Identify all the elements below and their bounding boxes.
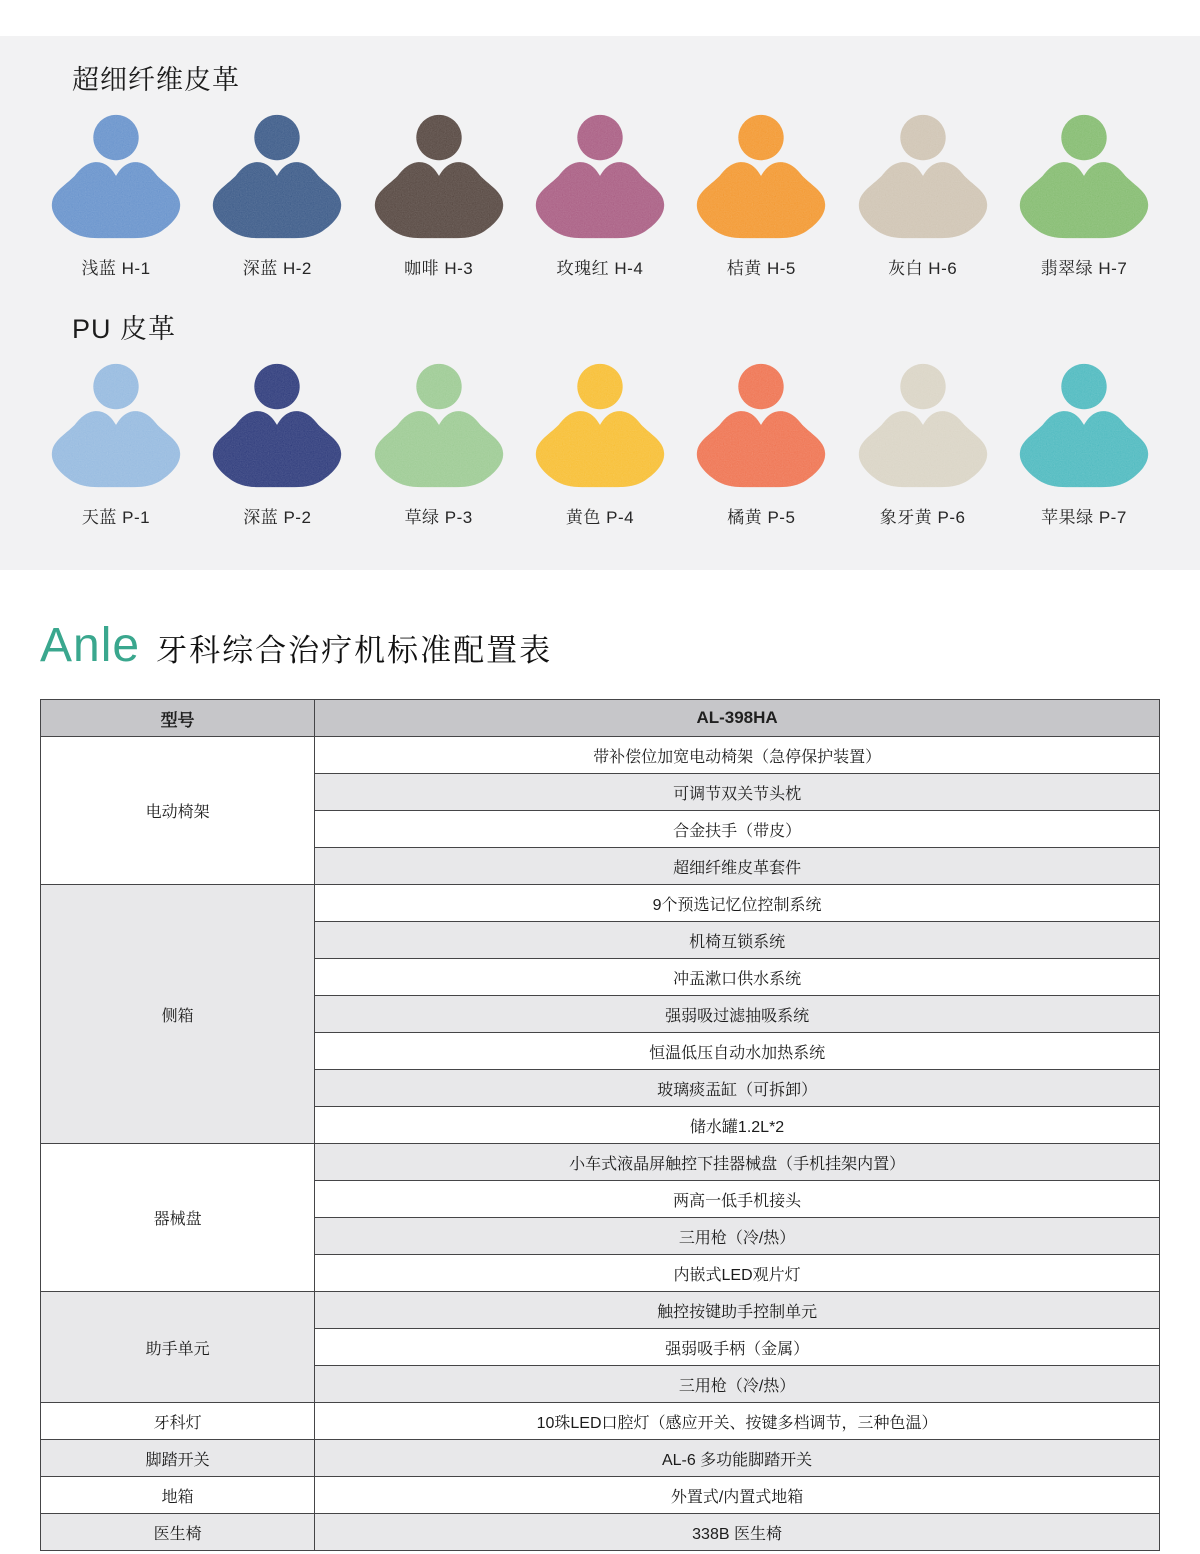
section-title-pu: PU 皮革 [72, 314, 177, 344]
category-cell: 脚踏开关 [41, 1440, 315, 1477]
table-row [41, 737, 1160, 774]
swatch-label: 翡翠绿 H-7 [1040, 259, 1128, 278]
spec-cell: 带补偿位加宽电动椅架（急停保护装置） [315, 737, 1160, 774]
seat-swatch-icon [531, 358, 669, 494]
spec-cell: 小车式液晶屏触控下挂器械盘（手机挂架内置） [315, 1144, 1160, 1181]
swatch-h2 [201, 109, 353, 279]
seat-swatch-icon [208, 358, 346, 494]
table-row [41, 1477, 1160, 1514]
brand-logo: Anle [40, 619, 141, 672]
spec-cell: 内嵌式LED观片灯 [315, 1255, 1160, 1292]
spec-cell: 合金扶手（带皮） [315, 811, 1160, 848]
spec-cell: 9个预选记忆位控制系统 [315, 885, 1160, 922]
table-row [41, 885, 1160, 922]
seat-swatch-icon [692, 109, 830, 245]
spec-cell: 恒温低压自动水加热系统 [315, 1033, 1160, 1070]
swatch-label: 深蓝 P-2 [243, 508, 312, 527]
spec-cell: 玻璃痰盂缸（可拆卸） [315, 1070, 1160, 1107]
swatch-h3 [363, 109, 515, 279]
spec-cell: 机椅互锁系统 [315, 922, 1160, 959]
swatch-h1 [40, 109, 192, 279]
section-title-microfiber: 超细纤维皮革 [72, 65, 240, 95]
swatch-p5 [685, 358, 837, 528]
table-row [41, 1514, 1160, 1551]
spec-cell: 超细纤维皮革套件 [315, 848, 1160, 885]
spec-cell: 触控按键助手控制单元 [315, 1292, 1160, 1329]
swatch-p2 [201, 358, 353, 528]
spec-cell: 三用枪（冷/热） [315, 1218, 1160, 1255]
config-section [0, 618, 1200, 1551]
spec-cell: 外置式/内置式地箱 [315, 1477, 1160, 1514]
table-header-row [41, 700, 1160, 737]
spec-cell: 两高一低手机接头 [315, 1181, 1160, 1218]
spec-cell: 冲盂漱口供水系统 [315, 959, 1160, 996]
swatch-label: 玫瑰红 H-4 [556, 259, 644, 278]
spec-cell: 储水罐1.2L*2 [315, 1107, 1160, 1144]
category-cell: 地箱 [41, 1477, 315, 1514]
seat-swatch-icon [208, 109, 346, 245]
swatch-label: 灰白 H-6 [888, 259, 958, 278]
table-row [41, 1403, 1160, 1440]
category-cell: 牙科灯 [41, 1403, 315, 1440]
swatch-p6 [847, 358, 999, 528]
table-row [41, 1292, 1160, 1329]
table-row [41, 1440, 1160, 1477]
swatch-label: 咖啡 H-3 [404, 259, 474, 278]
swatch-label: 象牙黄 P-6 [879, 508, 966, 527]
swatch-h5 [685, 109, 837, 279]
swatch-h7 [1008, 109, 1160, 279]
table-row [41, 1144, 1160, 1181]
swatch-label: 浅蓝 H-1 [81, 259, 151, 278]
seat-swatch-icon [47, 109, 185, 245]
swatch-p4 [524, 358, 676, 528]
swatch-label: 天蓝 P-1 [81, 508, 151, 527]
seat-swatch-icon [47, 358, 185, 494]
swatch-h4 [524, 109, 676, 279]
spec-cell: 强弱吸手柄（金属） [315, 1329, 1160, 1366]
seat-swatch-icon [1015, 109, 1153, 245]
seat-swatch-icon [531, 109, 669, 245]
seat-swatch-icon [854, 109, 992, 245]
seat-swatch-icon [692, 358, 830, 494]
swatch-label: 黄色 P-4 [565, 508, 635, 527]
swatch-label: 草绿 P-3 [404, 508, 473, 527]
swatch-p7 [1008, 358, 1160, 528]
category-cell: 助手单元 [41, 1292, 315, 1403]
config-title [40, 618, 1160, 673]
config-table-title: 牙科综合治疗机标准配置表 [156, 633, 553, 668]
seat-swatch-icon [854, 358, 992, 494]
spec-cell: 可调节双关节头枕 [315, 774, 1160, 811]
category-cell: 电动椅架 [41, 737, 315, 885]
swatch-label: 深蓝 H-2 [242, 259, 312, 278]
model-label-header: 型号 [41, 700, 315, 737]
leather-color-panel [0, 36, 1200, 570]
category-cell: 侧箱 [41, 885, 315, 1144]
swatch-h6 [847, 109, 999, 279]
config-table [40, 699, 1160, 1551]
seat-swatch-icon [370, 358, 508, 494]
pu-swatch-row [0, 352, 1200, 528]
spec-cell: 三用枪（冷/热） [315, 1366, 1160, 1403]
swatch-label: 苹果绿 P-7 [1041, 508, 1127, 527]
model-value-header: AL-398HA [315, 700, 1160, 737]
swatch-p1 [40, 358, 192, 528]
swatch-label: 桔黄 H-5 [726, 259, 796, 278]
swatch-label: 橘黄 P-5 [727, 508, 796, 527]
swatch-p3 [363, 358, 515, 528]
category-cell: 器械盘 [41, 1144, 315, 1292]
seat-swatch-icon [370, 109, 508, 245]
microfiber-swatch-row [0, 103, 1200, 279]
spec-cell: 强弱吸过滤抽吸系统 [315, 996, 1160, 1033]
seat-swatch-icon [1015, 358, 1153, 494]
spec-cell: AL-6 多功能脚踏开关 [315, 1440, 1160, 1477]
spec-cell: 10珠LED口腔灯（感应开关、按键多档调节，三种色温） [315, 1403, 1160, 1440]
category-cell: 医生椅 [41, 1514, 315, 1551]
spec-cell: 338B 医生椅 [315, 1514, 1160, 1551]
